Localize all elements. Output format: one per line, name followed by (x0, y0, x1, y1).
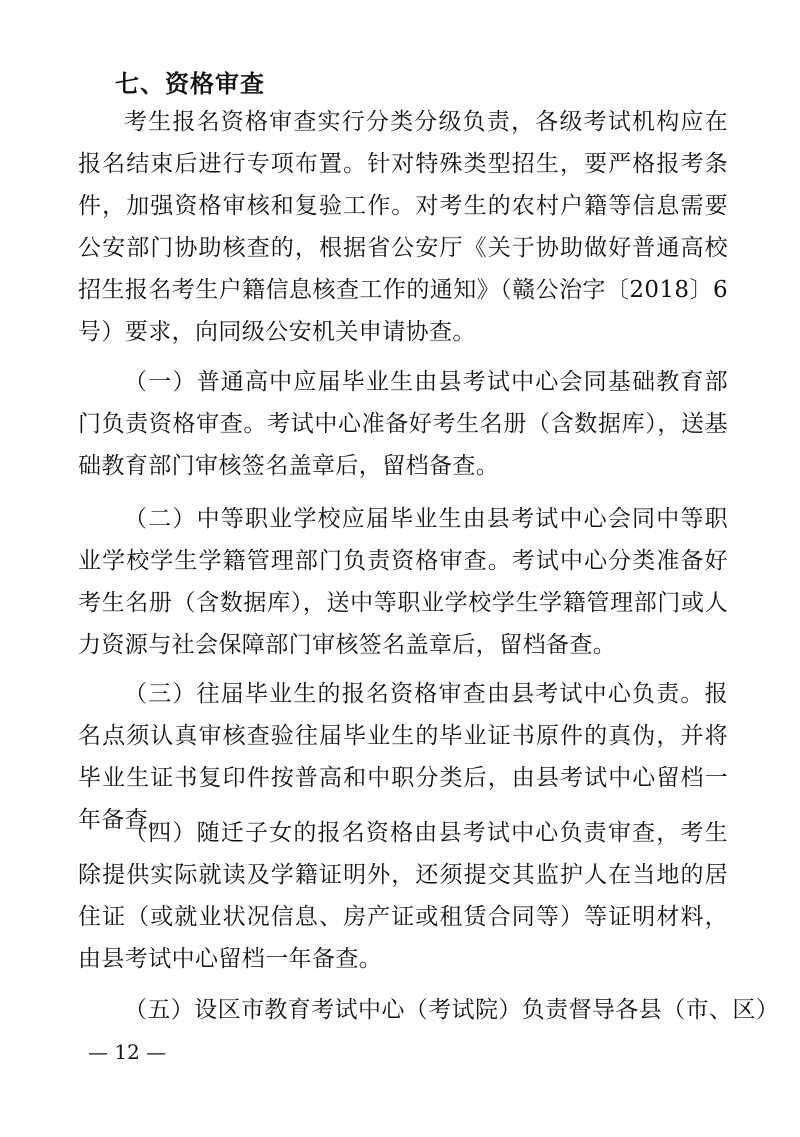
paragraph-item-1: （一）普通高中应届毕业生由县考试中心会同基础教育部门负责资格审查。考试中心准备好考生名册（含数据库），送基础教育部门审核签名盖章后，留档备查。 (78, 369, 728, 479)
paragraph-item-2: （二）中等职业学校应届毕业生由县考试中心会同中等职业学校学生学籍管理部门负责资格审查。考试中心分类准备好考生名册（含数据库），送中等职业学校学生学籍管理部门或人力资源与社会保障部门审核签名盖章后，留档备查。 (78, 506, 728, 658)
paragraph-item-3: （三）往届毕业生的报名资格审查由县考试中心负责。报名点须认真审核查验往届毕业生的毕业证书原件的真伪，并将毕业生证书复印件按普高和中职分类后，由县考试中心留档一年备查。 (78, 681, 728, 833)
paragraph-item-4: （四）随迁子女的报名资格由县考试中心负责审查，考生除提供实际就读及学籍证明外，还须提交其监护人在当地的居住证（或就业状况信息、房产证或租赁合同等）等证明材料，由县考试中心留档一年备查。 (78, 820, 728, 972)
section-heading: 七、资格审查 (115, 70, 265, 98)
paragraph-qualification-review-intro: 考生报名资格审查实行分类分级负责，各级考试机构应在报名结束后进行专项布置。针对特殊类型招生，要严格报考条件，加强资格审核和复验工作。对考生的农村户籍等信息需要公安部门协助核查的，根据省公安厅《关于协助做好普通高校招生报名考生户籍信息核查工作的通知》（赣公治字〔2018〕6号）要求，向同级公安机关申请协查。 (78, 109, 728, 345)
page-number: — 12 — (88, 1040, 167, 1064)
paragraph-item-5: （五）设区市教育考试中心（考试院）负责督导各县（市、区） (124, 997, 780, 1023)
